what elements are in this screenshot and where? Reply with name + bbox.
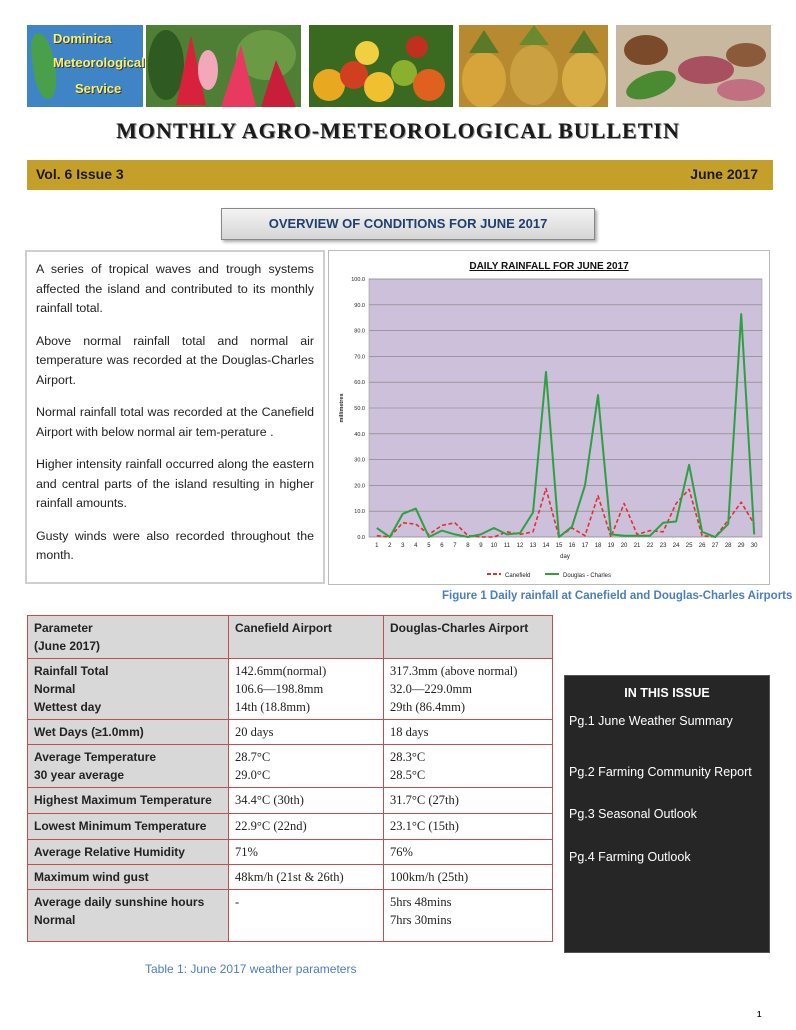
y-tick-label: 0.0 [357,535,365,541]
table-cell: - [229,890,384,942]
table-row [28,788,553,814]
table-header-cell: Douglas-Charles Airport [384,616,553,659]
x-tick-label: 5 [427,543,431,549]
issue-bar [27,160,773,190]
x-tick-label: 22 [646,543,654,549]
table-row [28,865,553,890]
table-header-cell: Parameter (June 2017) [28,616,229,659]
table-cell: 31.7°C (27th) [384,788,553,814]
x-tick-label: 17 [581,543,589,549]
x-tick-label: 21 [633,543,641,549]
table-row [28,659,553,720]
table-cell: 100km/h (25th) [384,865,553,890]
table-cell: 28.3°C 28.5°C [384,745,553,788]
table-cell: Rainfall Total Normal Wettest day [28,659,229,720]
x-tick-label: 15 [555,543,563,549]
x-tick-label: 30 [750,543,758,549]
table-header-cell: Canefield Airport [229,616,384,659]
x-tick-label: 23 [659,543,667,549]
table-cell: Wet Days (≥1.0mm) [28,720,229,745]
table-cell: 142.6mm(normal) 106.6—198.8mm 14th (18.8mm) [229,659,384,720]
fruits-photo [309,25,453,107]
overview-heading: OVERVIEW OF CONDITIONS FOR JUNE 2017 [268,216,548,231]
y-tick-label: 80.0 [354,328,365,335]
issue-item-pg2: Pg.2 Farming Community Report [569,765,752,779]
weather-parameters-table [27,615,553,942]
table-row [28,890,553,942]
root-crops-photo [616,25,771,107]
x-tick-label: 9 [479,543,483,549]
table-cell: 22.9°C (22nd) [229,814,384,840]
table-cell: Highest Maximum Temperature [28,788,229,814]
table-cell: Average daily sunshine hours Normal [28,890,229,942]
x-tick-label: 24 [672,543,680,549]
x-tick-label: 11 [503,543,511,549]
logo-line-3: Service [75,81,122,96]
issue-item-pg4: Pg.4 Farming Outlook [569,850,691,864]
table-cell: Maximum wind gust [28,865,229,890]
x-tick-label: 10 [490,543,498,549]
y-tick-label: 100.0 [351,277,365,283]
table-cell: 20 days [229,720,384,745]
issue-item-pg3: Pg.3 Seasonal Outlook [569,807,697,821]
y-axis-label: millimetres [339,393,345,423]
table-cell: 71% [229,840,384,865]
y-tick-label: 70.0 [354,354,365,361]
pineapples-photo [459,25,608,107]
legend-label-canefield: Canefield [505,573,531,579]
table-row [28,745,553,788]
table-header-row [28,616,553,659]
table-cell: 48km/h (21st & 26th) [229,865,384,890]
x-tick-label: 7 [453,543,457,549]
x-tick-label: 4 [414,543,418,549]
in-this-issue-box [564,675,770,953]
overview-heading-box [221,208,595,240]
x-tick-label: 18 [594,543,602,549]
x-tick-label: 20 [620,543,628,549]
table-cell: 317.3mm (above normal) 32.0—229.0mm 29th (86.4mm) [384,659,553,720]
table-cell: 34.4°C (30th) [229,788,384,814]
y-tick-label: 30.0 [354,457,365,464]
flowers-photo [146,25,301,107]
x-tick-label: 1 [375,543,379,549]
table-row [28,814,553,840]
rainfall-chart-svg [329,251,769,584]
dms-logo [27,25,143,107]
overview-paragraph: Normal rainfall total was recorded at the Canefield Airport with below normal air tem-perature . [36,405,314,439]
overview-paragraph: Above normal rainfall total and normal air temperature was recorded at the Douglas-Charles Airport. [36,333,314,387]
issue-date: June 2017 [690,166,758,182]
x-tick-label: 28 [724,543,732,549]
logo-line-2: Meteorological [53,55,145,70]
y-tick-label: 60.0 [354,380,365,387]
x-axis-label: day [560,554,570,560]
x-tick-label: 26 [698,543,706,549]
x-tick-label: 25 [685,543,693,549]
rainfall-chart [328,250,770,585]
table-caption: Table 1: June 2017 weather parameters [145,962,357,976]
x-tick-label: 13 [529,543,537,549]
issue-item-pg1: Pg.1 June Weather Summary [569,714,733,728]
x-tick-label: 3 [401,543,405,549]
x-tick-label: 19 [607,543,615,549]
x-tick-label: 12 [516,543,524,549]
overview-paragraph: Gusty winds were also recorded throughout the month. [36,528,314,562]
table-cell: 5hrs 48mins 7hrs 30mins [384,890,553,942]
y-tick-label: 50.0 [354,406,365,412]
x-tick-label: 2 [388,543,392,549]
overview-paragraph: A series of tropical waves and trough systems affected the island and contributed to its monthly rainfall total. [36,262,314,315]
overview-paragraph: Higher intensity rainfall occurred along the eastern and central parts of the island resulting in higher rainfall amounts. [36,457,314,510]
y-tick-label: 20.0 [354,483,365,490]
header-banner [27,25,771,107]
logo-line-1: Dominica [53,31,112,46]
overview-text-box [25,250,325,584]
table-row [28,840,553,865]
in-this-issue-heading: IN THIS ISSUE [624,686,710,700]
table-cell: 23.1°C (15th) [384,814,553,840]
x-tick-label: 6 [440,543,444,549]
x-tick-label: 16 [568,543,576,549]
table-cell: 18 days [384,720,553,745]
page-number: 1 [757,1010,762,1019]
table-cell: 76% [384,840,553,865]
x-tick-label: 8 [466,543,470,549]
x-tick-label: 14 [542,543,550,549]
y-tick-label: 40.0 [354,431,365,438]
y-tick-label: 90.0 [354,302,365,309]
legend-label-douglas-charles: Douglas - Charles [563,573,612,579]
x-tick-label: 29 [737,543,745,549]
table-row [28,720,553,745]
chart-title: DAILY RAINFALL FOR JUNE 2017 [469,261,629,272]
figure-caption: Figure 1 Daily rainfall at Canefield and Douglas-Charles Airports [442,590,793,602]
x-tick-label: 27 [711,543,719,549]
chart-legend [487,573,611,579]
y-tick-label: 10.0 [354,509,365,516]
table-cell: Average Relative Humidity [28,840,229,865]
table-cell: Average Temperature 30 year average [28,745,229,788]
table-cell: 28.7°C 29.0°C [229,745,384,788]
issue-volume: Vol. 6 Issue 3 [36,166,124,182]
table-cell: Lowest Minimum Temperature [28,814,229,840]
bulletin-title: MONTHLY AGRO-METEOROLOGICAL BULLETIN [116,118,680,143]
